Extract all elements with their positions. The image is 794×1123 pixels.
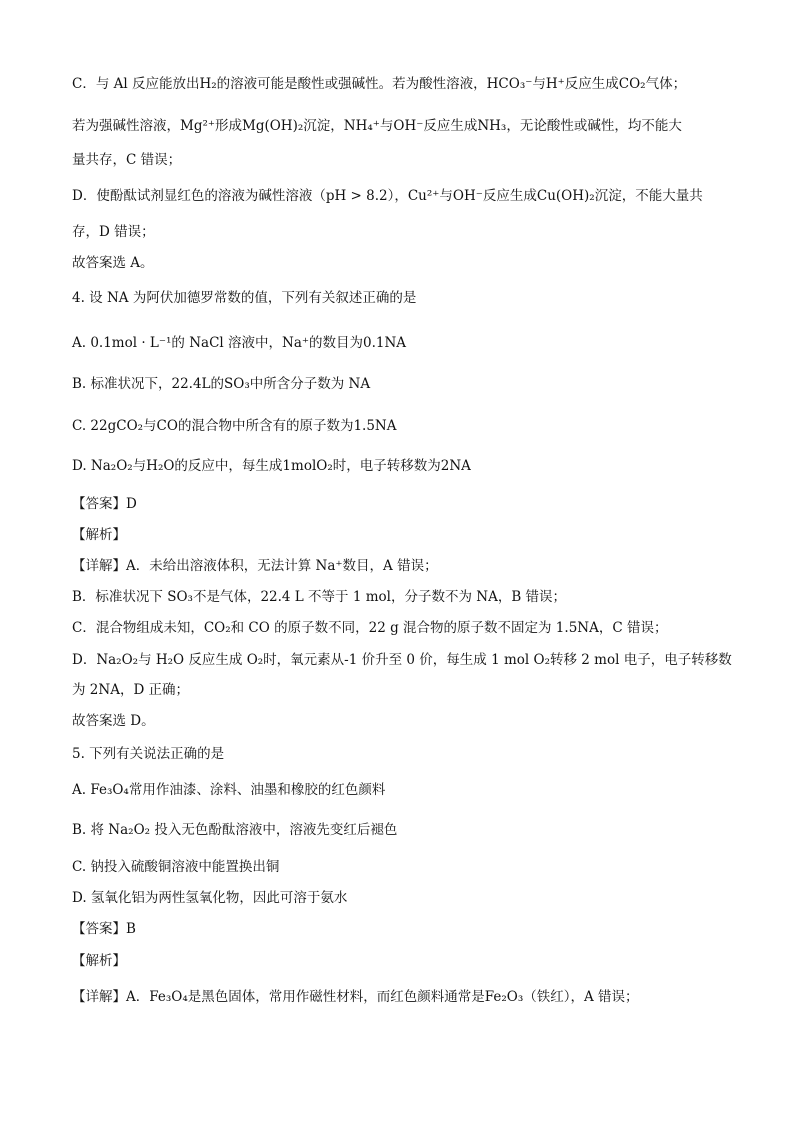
- analysis-label: 【解析】: [72, 953, 126, 969]
- detail-line: 【详解】A．Fe₃O₄是黑色固体，常用作磁性材料，而红色颜料通常是Fe₂O₃（铁红），A 错误；: [72, 989, 639, 1005]
- option-b: B. 将 Na₂O₂ 投入无色酚酞溶液中，溶液先变红后褪色: [72, 822, 398, 838]
- text-line: D．使酚酞试剂显红色的溶液为碱性溶液（pH > 8.2），Cu²⁺与OH⁻反应生成Cu(OH)₂沉淀，不能大量共: [72, 188, 703, 204]
- text-line: 存，D 错误；: [72, 224, 155, 240]
- text-line: 量共存，C 错误；: [72, 152, 182, 168]
- analysis-label: 【解析】: [72, 527, 126, 543]
- answer-label: 【答案】B: [72, 921, 136, 937]
- answer-label: 【答案】D: [72, 496, 137, 512]
- text-line: 若为强碱性溶液，Mg²⁺形成Mg(OH)₂沉淀，NH₄⁺与OH⁻反应生成NH₃，无论酸性或碱性，均不能大: [72, 118, 682, 134]
- detail-line: 【详解】A．未给出溶液体积，无法计算 Na⁺数目，A 错误；: [72, 558, 438, 574]
- detail-line: D．Na₂O₂与 H₂O 反应生成 O₂时，氧元素从-1 价升至 0 价，每生成 1 mol O₂转移 2 mol 电子，电子转移数: [72, 652, 732, 668]
- detail-line: 为 2NA，D 正确；: [72, 682, 190, 698]
- text-line: 故答案选 A。: [72, 255, 154, 271]
- detail-line: B．标准状况下 SO₃不是气体，22.4 L 不等于 1 mol，分子数不为 NA，B 错误；: [72, 589, 567, 605]
- question-5: 5. 下列有关说法正确的是: [72, 746, 225, 762]
- question-4: 4. 设 NA 为阿伏加德罗常数的值，下列有关叙述正确的是: [72, 290, 417, 306]
- detail-line: C．混合物组成未知，CO₂和 CO 的原子数不同，22 g 混合物的原子数不固定为 1.5NA，C 错误；: [72, 620, 668, 636]
- option-a: A. Fe₃O₄常用作油漆、涂料、油墨和橡胶的红色颜料: [72, 782, 386, 798]
- option-c: C. 钠投入硫酸铜溶液中能置换出铜: [72, 859, 280, 875]
- option-d: D. 氢氧化铝为两性氢氧化物，因此可溶于氨水: [72, 890, 348, 906]
- option-b: B. 标准状况下，22.4L的SO₃中所含分子数为 NA: [72, 376, 371, 392]
- detail-line: 故答案选 D。: [72, 713, 155, 729]
- text-line: C．与 Al 反应能放出H₂的溶液可能是酸性或强碱性。若为酸性溶液，HCO₃⁻与H⁺反应生成CO₂气体；: [72, 76, 687, 92]
- option-c: C. 22gCO₂与CO的混合物中所含有的原子数为1.5NA: [72, 418, 397, 434]
- option-a: A. 0.1mol · L⁻¹的 NaCl 溶液中，Na⁺的数目为0.1NA: [72, 335, 407, 351]
- option-d: D. Na₂O₂与H₂O的反应中，每生成1molO₂时，电子转移数为2NA: [72, 458, 471, 474]
